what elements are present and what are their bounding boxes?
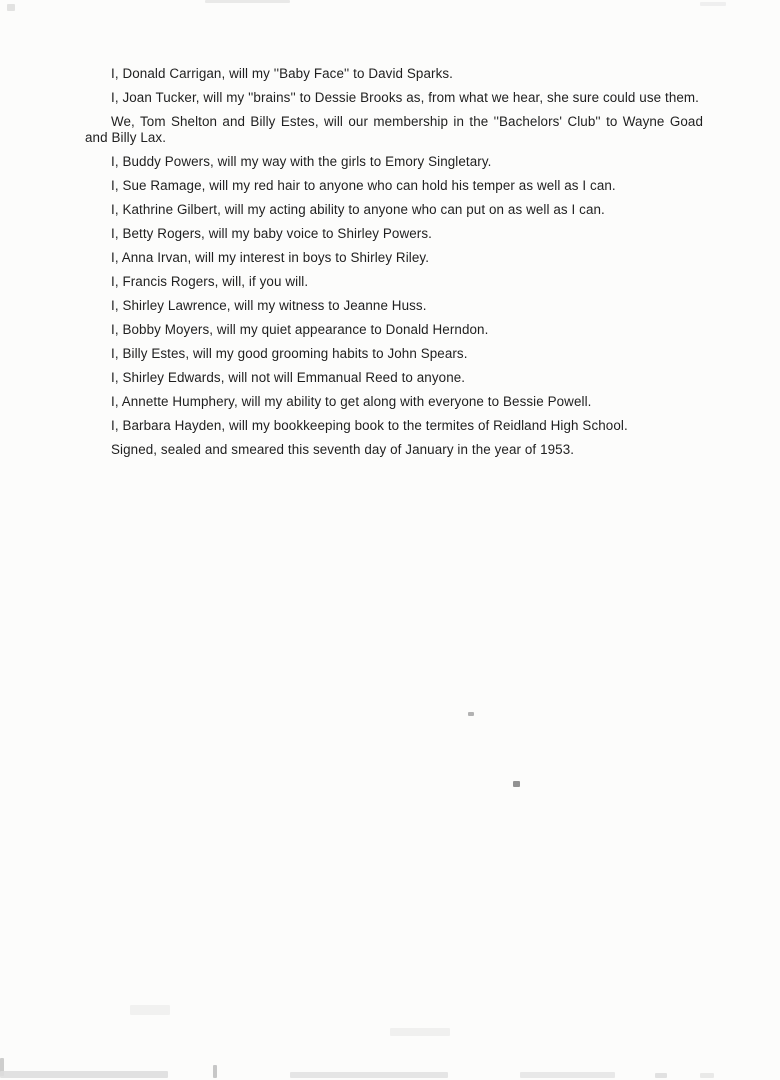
will-paragraph	[85, 250, 703, 266]
will-paragraph	[85, 66, 703, 82]
scan-edge-strip	[213, 1065, 217, 1078]
scan-speck	[205, 0, 290, 3]
scan-speck	[700, 2, 726, 6]
will-paragraph	[85, 394, 703, 410]
will-line: I, Anna Irvan, will my interest in boys to Shirley Riley.	[111, 250, 430, 265]
scan-edge-strip	[0, 1071, 168, 1078]
will-paragraph	[85, 370, 703, 386]
will-paragraph	[85, 442, 703, 458]
will-line: We, Tom Shelton and Billy Estes, will our membership in the ''Bachelors' Club'' to Wayne Goad	[111, 114, 703, 129]
will-line: I, Shirley Lawrence, will my witness to Jeanne Huss.	[111, 298, 427, 313]
will-paragraph	[85, 114, 703, 146]
scan-edge-strip	[655, 1073, 667, 1078]
scan-edge-strip	[0, 1058, 4, 1076]
will-paragraph	[85, 346, 703, 362]
will-paragraph	[85, 202, 703, 218]
will-line: I, Barbara Hayden, will my bookkeeping book to the termites of Reidland High School.	[111, 418, 628, 433]
will-paragraph	[85, 274, 703, 290]
will-line: I, Buddy Powers, will my way with the girls to Emory Singletary.	[111, 154, 492, 169]
will-paragraph	[85, 322, 703, 338]
will-paragraph	[85, 154, 703, 170]
will-line: I, Billy Estes, will my good grooming habits to John Spears.	[111, 346, 468, 361]
will-line: I, Bobby Moyers, will my quiet appearance to Donald Herndon.	[111, 322, 489, 337]
will-paragraph	[85, 418, 703, 434]
will-line: I, Sue Ramage, will my red hair to anyone who can hold his temper as well as I can.	[111, 178, 616, 193]
scan-speck	[468, 712, 474, 716]
will-line: I, Donald Carrigan, will my ''Baby Face'' to David Sparks.	[111, 66, 453, 81]
scan-speck	[513, 781, 520, 787]
scan-edge-strip	[700, 1073, 714, 1078]
will-line: Signed, sealed and smeared this seventh day of January in the year of 1953.	[111, 442, 575, 457]
will-paragraph	[85, 298, 703, 314]
scan-speck	[130, 1005, 170, 1015]
will-paragraph	[85, 226, 703, 242]
scan-speck	[7, 4, 15, 11]
scan-edge-strip	[520, 1072, 615, 1078]
will-line: and Billy Lax.	[85, 130, 167, 145]
will-paragraph	[85, 90, 703, 106]
will-text-block	[85, 66, 703, 466]
will-line: I, Francis Rogers, will, if you will.	[111, 274, 309, 289]
will-line: I, Kathrine Gilbert, will my acting ability to anyone who can put on as well as I can.	[111, 202, 605, 217]
will-line: I, Shirley Edwards, will not will Emmanual Reed to anyone.	[111, 370, 466, 385]
will-line: I, Annette Humphery, will my ability to get along with everyone to Bessie Powell.	[111, 394, 592, 409]
will-line: I, Joan Tucker, will my ''brains'' to Dessie Brooks as, from what we hear, she sure could use them.	[111, 90, 699, 105]
scan-edge-strip	[290, 1072, 448, 1078]
will-paragraph	[85, 178, 703, 194]
will-line: I, Betty Rogers, will my baby voice to Shirley Powers.	[111, 226, 432, 241]
scan-speck	[390, 1028, 450, 1036]
